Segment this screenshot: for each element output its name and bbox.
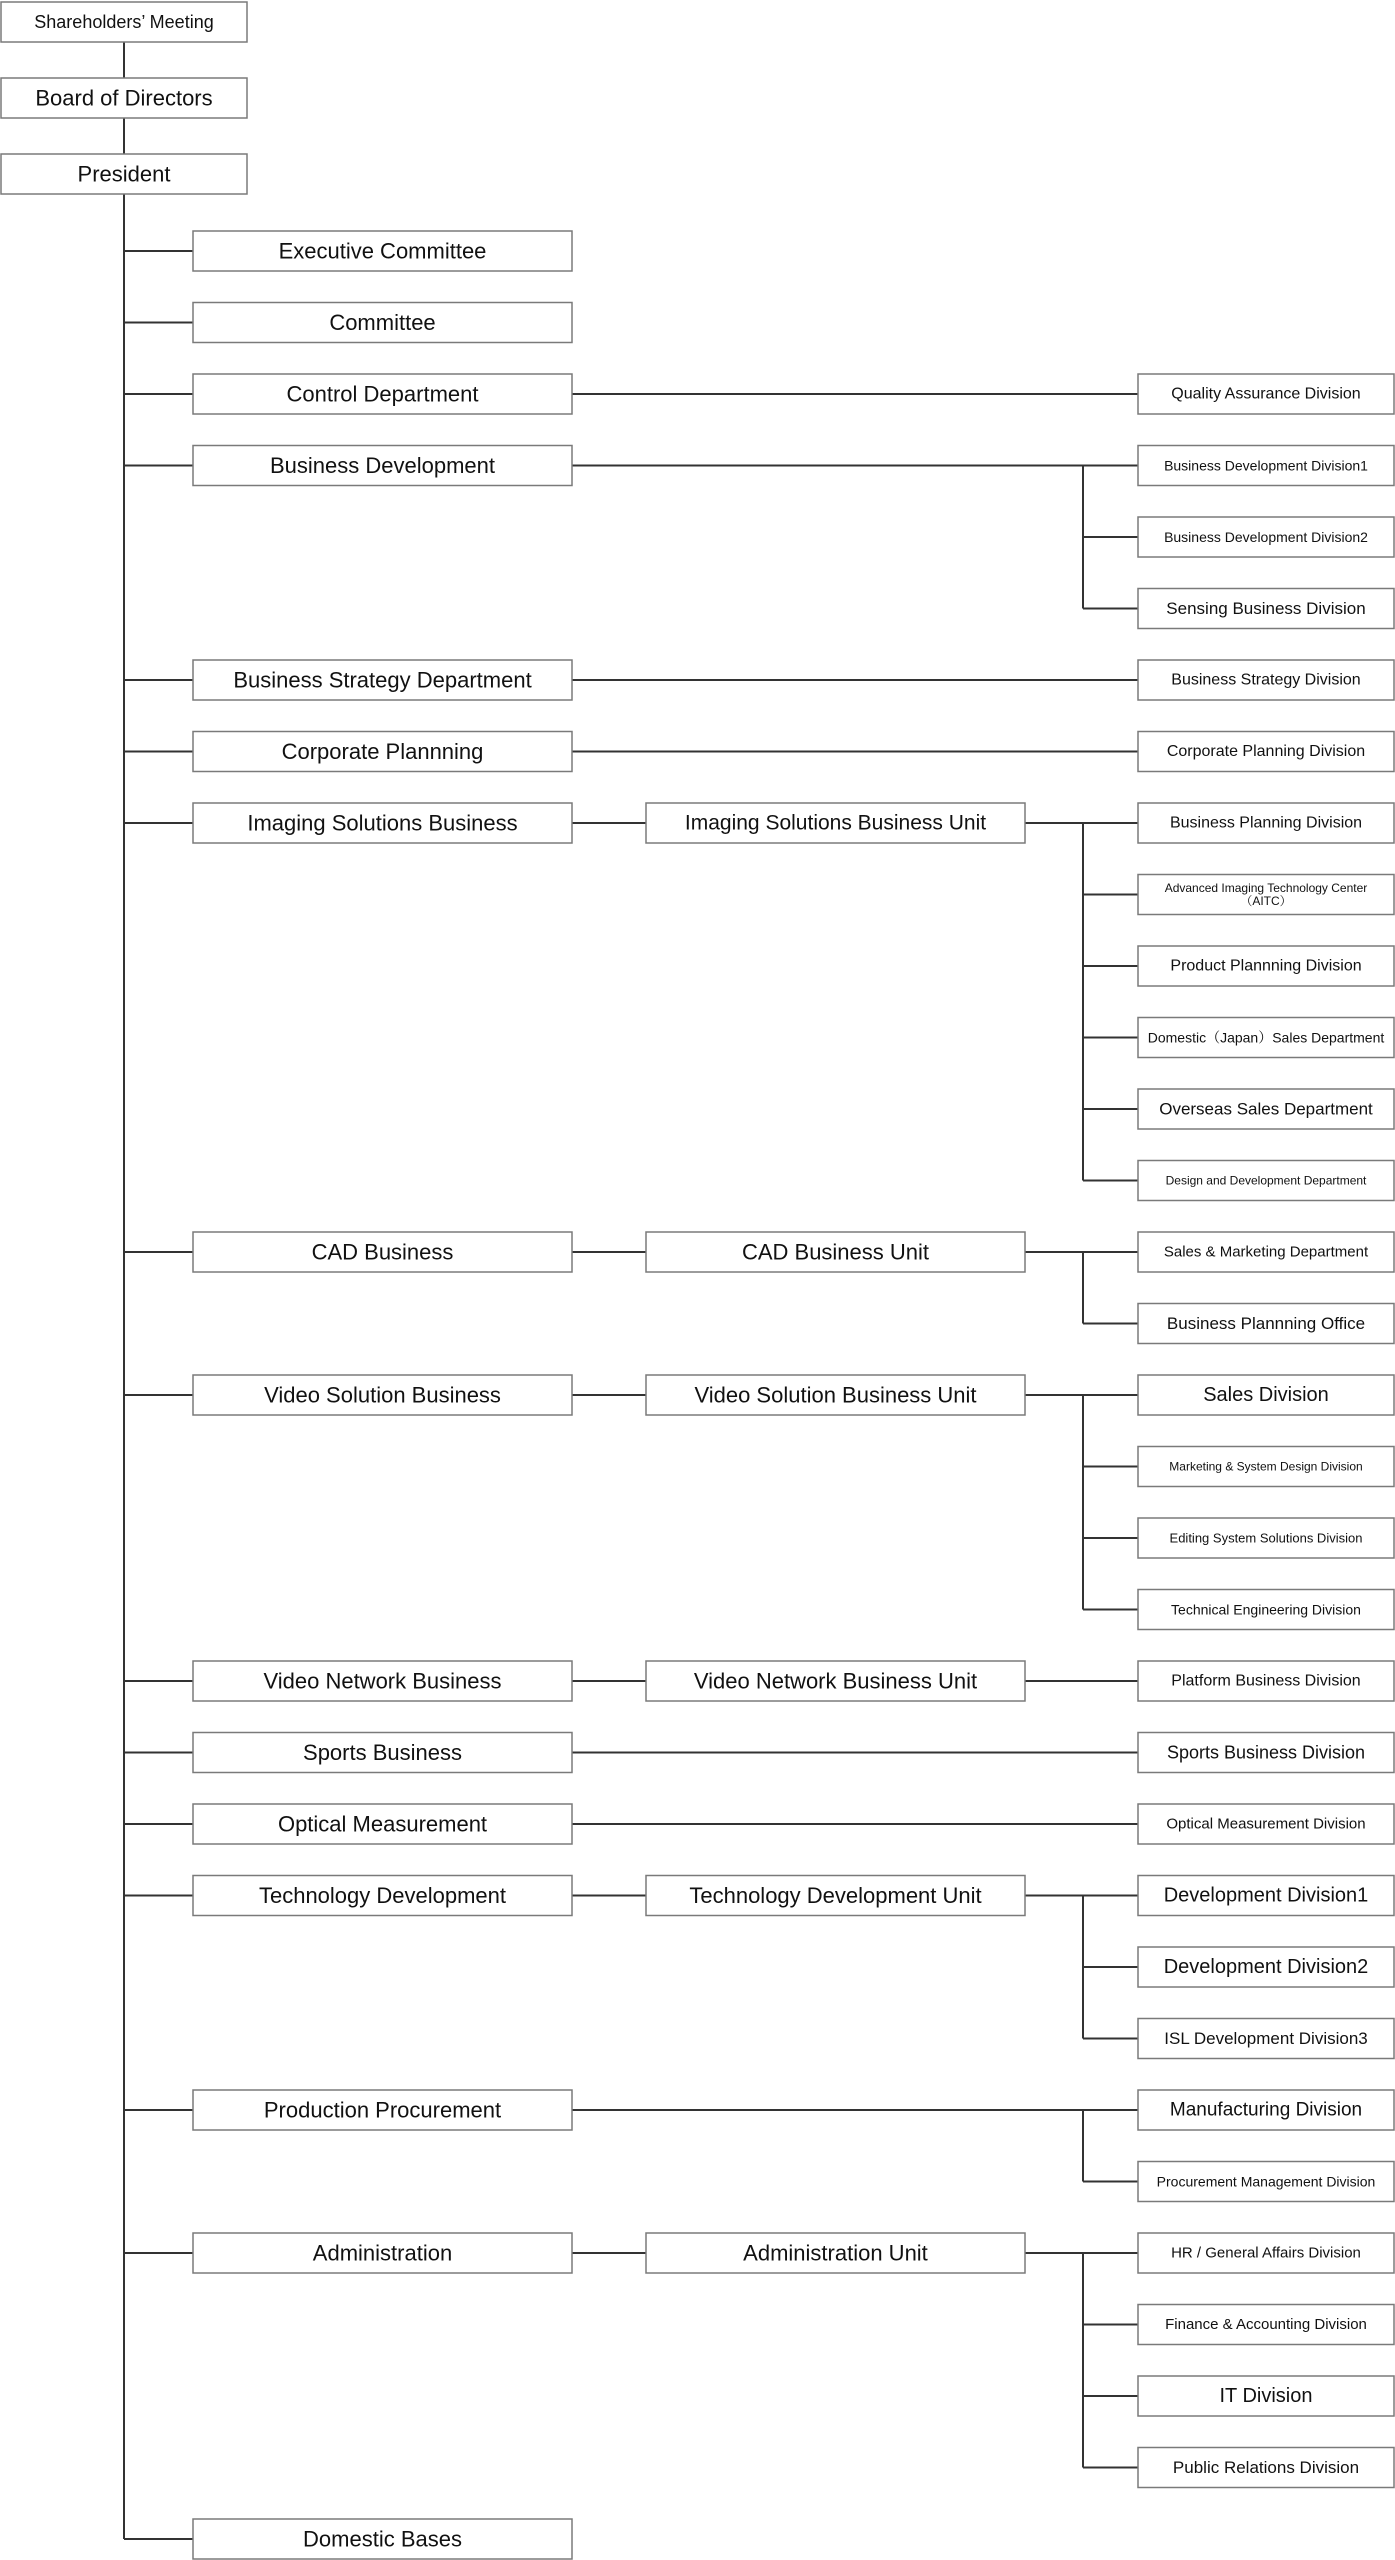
unit-technology-development-unit-label: Technology Development Unit <box>689 1883 982 1908</box>
div-business-planning-division-label: Business Planning Division <box>1169 814 1363 832</box>
dept-cad-business <box>193 1232 572 1272</box>
div-corporate-planning-division <box>1138 732 1394 772</box>
dept-executive-committee-label: Executive Committee <box>278 238 487 264</box>
dept-business-development <box>193 446 572 486</box>
div-domestic-japan-sales-department-label: Domestic（Japan）Sales Department <box>1147 1029 1385 1046</box>
dept-production-procurement-label: Production Procurement <box>263 2097 502 2123</box>
dept-business-development-label: Business Development <box>269 453 496 478</box>
div-development-division2 <box>1138 1947 1394 1987</box>
unit-video-solution-business-unit <box>646 1375 1025 1415</box>
div-product-plannning-division <box>1138 946 1394 986</box>
div-platform-business-division-label: Platform Business Division <box>1171 1672 1361 1690</box>
dept-business-strategy-department <box>193 660 572 700</box>
unit-administration-unit-label: Administration Unit <box>743 2240 928 2266</box>
div-business-development-division2 <box>1138 517 1394 557</box>
div-marketing-system-design-division <box>1138 1447 1394 1487</box>
div-business-strategy-division <box>1138 660 1394 700</box>
div-sales-division-label: Sales Division <box>1203 1384 1329 1406</box>
div-advanced-imaging-technology-center-aitc <box>1138 875 1394 915</box>
dept-administration <box>193 2233 572 2273</box>
unit-imaging-solutions-business-unit <box>646 803 1025 843</box>
div-advanced-imaging-technology-center-aitc-label: Advanced Imaging Technology Center （AITC） <box>1164 880 1368 909</box>
dept-video-network-business-label: Video Network Business <box>263 1668 502 1694</box>
dept-optical-measurement <box>193 1804 572 1844</box>
div-public-relations-division <box>1138 2448 1394 2488</box>
dept-cad-business-label: CAD Business <box>311 1239 454 1265</box>
div-editing-system-solutions-division <box>1138 1518 1394 1558</box>
unit-technology-development-unit <box>646 1876 1025 1916</box>
unit-video-network-business-unit-label: Video Network Business Unit <box>693 1668 978 1694</box>
president-box <box>1 154 247 194</box>
dept-optical-measurement-label: Optical Measurement <box>277 1811 488 1837</box>
div-hr-general-affairs-division-label: HR / General Affairs Division <box>1171 2244 1361 2262</box>
div-manufacturing-division-label: Manufacturing Division <box>1169 2099 1363 2121</box>
dept-video-solution-business <box>193 1375 572 1415</box>
unit-imaging-solutions-business-unit-label: Imaging Solutions Business Unit <box>684 811 987 835</box>
div-business-plannning-office-label: Business Plannning Office <box>1166 1314 1366 1333</box>
div-isl-development-division3 <box>1138 2019 1394 2059</box>
unit-administration-unit <box>646 2233 1025 2273</box>
div-domestic-japan-sales-department <box>1138 1018 1394 1058</box>
div-sales-marketing-department-label: Sales & Marketing Department <box>1163 1243 1369 1261</box>
div-development-division1 <box>1138 1876 1394 1916</box>
div-overseas-sales-department <box>1138 1089 1394 1129</box>
div-finance-accounting-division <box>1138 2305 1394 2345</box>
div-sports-business-division <box>1138 1733 1394 1773</box>
div-optical-measurement-division-label: Optical Measurement Division <box>1166 1815 1366 1833</box>
unit-cad-business-unit-label: CAD Business Unit <box>741 1239 930 1265</box>
dept-video-solution-business-label: Video Solution Business <box>264 1382 501 1408</box>
div-sales-marketing-department <box>1138 1232 1394 1272</box>
div-sensing-business-division-label: Sensing Business Division <box>1166 599 1366 618</box>
dept-video-network-business <box>193 1661 572 1701</box>
dept-imaging-solutions-business-label: Imaging Solutions Business <box>247 810 518 836</box>
board-of-directors-box <box>1 78 247 118</box>
div-overseas-sales-department-label: Overseas Sales Department <box>1159 1099 1373 1119</box>
div-procurement-management-division <box>1138 2162 1394 2202</box>
div-sensing-business-division <box>1138 589 1394 629</box>
dept-domestic-bases <box>193 2519 572 2559</box>
dept-committee <box>193 303 572 343</box>
board-of-directors-box-label: Board of Directors <box>35 85 213 111</box>
div-business-development-division1 <box>1138 446 1394 486</box>
div-editing-system-solutions-division-label: Editing System Solutions Division <box>1169 1530 1363 1546</box>
div-sales-division <box>1138 1375 1394 1415</box>
unit-cad-business-unit <box>646 1232 1025 1272</box>
dept-business-strategy-department-label: Business Strategy Department <box>233 667 532 693</box>
dept-control-department <box>193 374 572 414</box>
div-quality-assurance-division-label: Quality Assurance Division <box>1171 385 1361 403</box>
div-manufacturing-division <box>1138 2090 1394 2130</box>
unit-video-network-business-unit <box>646 1661 1025 1701</box>
dept-committee-label: Committee <box>329 310 436 335</box>
div-quality-assurance-division <box>1138 374 1394 414</box>
div-product-plannning-division-label: Product Plannning Division <box>1170 957 1362 975</box>
dept-control-department-label: Control Department <box>286 381 479 407</box>
div-technical-engineering-division <box>1138 1590 1394 1630</box>
div-technical-engineering-division-label: Technical Engineering Division <box>1171 1601 1361 1618</box>
div-public-relations-division-label: Public Relations Division <box>1172 2458 1360 2477</box>
div-isl-development-division3-label: ISL Development Division3 <box>1164 2029 1368 2048</box>
dept-corporate-plannning <box>193 732 572 772</box>
dept-sports-business <box>193 1733 572 1773</box>
div-business-development-division1-label: Business Development Division1 <box>1164 457 1368 474</box>
connector-lines <box>124 42 1138 2539</box>
dept-domestic-bases-label: Domestic Bases <box>303 2526 462 2552</box>
div-development-division2-label: Development Division2 <box>1163 1956 1369 1978</box>
div-sports-business-division-label: Sports Business Division <box>1166 1742 1366 1763</box>
dept-sports-business-label: Sports Business <box>303 1740 462 1765</box>
shareholders-meeting-box-label: Shareholders’ Meeting <box>34 12 214 32</box>
div-business-strategy-division-label: Business Strategy Division <box>1171 671 1361 689</box>
div-optical-measurement-division <box>1138 1804 1394 1844</box>
dept-administration-label: Administration <box>312 2240 453 2266</box>
div-business-planning-division <box>1138 803 1394 843</box>
dept-technology-development-label: Technology Development <box>258 1883 507 1908</box>
div-marketing-system-design-division-label: Marketing & System Design Division <box>1169 1459 1363 1474</box>
div-design-and-development-department <box>1138 1161 1394 1201</box>
dept-imaging-solutions-business <box>193 803 572 843</box>
div-platform-business-division <box>1138 1661 1394 1701</box>
div-finance-accounting-division-label: Finance & Accounting Division <box>1165 2316 1367 2333</box>
div-design-and-development-department-label: Design and Development Department <box>1165 1173 1367 1188</box>
div-it-division <box>1138 2376 1394 2416</box>
div-business-development-division2-label: Business Development Division2 <box>1164 529 1368 545</box>
unit-video-solution-business-unit-label: Video Solution Business Unit <box>694 1382 977 1408</box>
div-it-division-label: IT Division <box>1219 2385 1313 2407</box>
div-hr-general-affairs-division <box>1138 2233 1394 2273</box>
div-business-plannning-office <box>1138 1304 1394 1344</box>
div-corporate-planning-division-label: Corporate Planning Division <box>1166 743 1366 760</box>
div-procurement-management-division-label: Procurement Management Division <box>1156 2173 1376 2190</box>
div-development-division1-label: Development Division1 <box>1163 1884 1369 1907</box>
chart-nodes <box>1 2 1394 2559</box>
dept-production-procurement <box>193 2090 572 2130</box>
dept-corporate-plannning-label: Corporate Plannning <box>281 739 484 764</box>
dept-technology-development <box>193 1876 572 1916</box>
president-box-label: President <box>77 161 171 187</box>
dept-executive-committee <box>193 231 572 271</box>
shareholders-meeting-box <box>1 2 247 42</box>
